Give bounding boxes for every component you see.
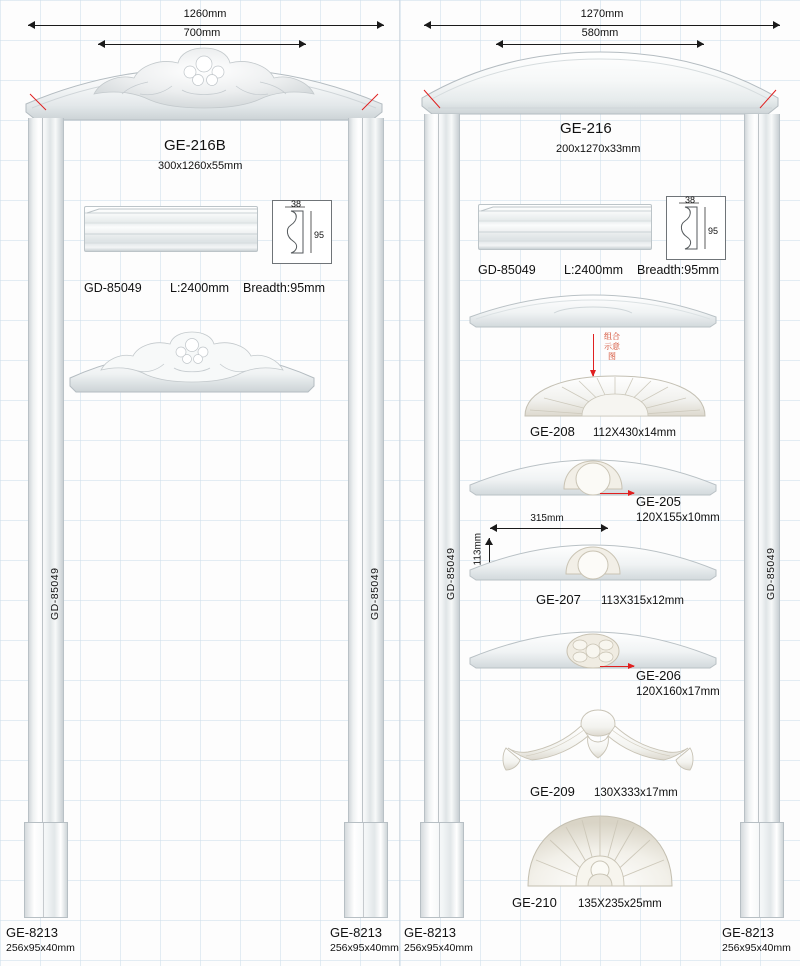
left-outer-dimension-line bbox=[28, 25, 384, 26]
right-door-column-left bbox=[424, 114, 460, 822]
part-ge206-assembly bbox=[468, 626, 718, 670]
right-inner-dimension-line bbox=[496, 44, 704, 45]
assembly-note-label: 组合示意图 bbox=[604, 332, 620, 361]
part-ge205-assembly bbox=[468, 455, 718, 497]
part-ge208-shape bbox=[522, 374, 708, 418]
left-column-left-label: GD-85049 bbox=[49, 567, 61, 620]
right-header-spec: 200x1270x33mm bbox=[556, 143, 641, 155]
right-column-right-label: GD-85049 bbox=[765, 547, 777, 600]
right-base-left-spec: 256x95x40mm bbox=[404, 942, 473, 954]
part-ge210-code: GE-210 bbox=[512, 895, 557, 910]
right-moulding-length: L:2400mm bbox=[564, 263, 624, 277]
left-door-column-right bbox=[348, 118, 384, 822]
left-moulding-code: GD-85049 bbox=[84, 281, 142, 295]
part-ge205-spec: 120X155x10mm bbox=[636, 512, 720, 524]
left-outer-dimension-label: 1260mm bbox=[183, 8, 227, 20]
ge207-width-label: 315mm bbox=[530, 513, 564, 524]
right-base-block-right bbox=[740, 822, 784, 918]
right-inner-dimension-label: 580mm bbox=[581, 27, 619, 39]
arrow-head bbox=[628, 490, 635, 496]
right-assembled-arch-plain bbox=[468, 293, 718, 329]
right-base-left-code: GE-8213 bbox=[404, 925, 457, 940]
left-pediment-sample bbox=[68, 330, 316, 396]
left-moulding-sample bbox=[84, 206, 258, 252]
ge207-width-dimension-line bbox=[490, 528, 608, 529]
part-ge209-shape bbox=[498, 708, 698, 776]
right-moulding-sample bbox=[478, 204, 652, 250]
left-base-right-spec: 256x95x40mm bbox=[330, 942, 399, 954]
left-base-left-spec: 256x95x40mm bbox=[6, 942, 75, 954]
panel-divider bbox=[399, 0, 400, 966]
part-ge209-code: GE-209 bbox=[530, 784, 575, 799]
dimension-arrow-left bbox=[490, 524, 497, 532]
dimension-arrow-left bbox=[424, 21, 431, 29]
ge207-height-label: 113mm bbox=[472, 532, 484, 566]
right-base-right-code: GE-8213 bbox=[722, 925, 775, 940]
assembly-arrow-line bbox=[593, 334, 594, 376]
dimension-arrow-left bbox=[496, 40, 503, 48]
dimension-arrow-right bbox=[697, 40, 704, 48]
right-outer-dimension-line bbox=[424, 25, 780, 26]
right-arch-corner-marks bbox=[418, 88, 782, 116]
part-ge206-code: GE-206 bbox=[636, 668, 681, 683]
left-inner-dimension-line bbox=[98, 44, 306, 45]
right-header-code: GE-216 bbox=[560, 120, 612, 137]
part-ge207-code: GE-207 bbox=[536, 592, 581, 607]
right-door-column-right bbox=[744, 114, 780, 822]
right-moulding-code: GD-85049 bbox=[478, 263, 536, 277]
left-inner-dimension-label: 700mm bbox=[183, 27, 221, 39]
left-column-right-label: GD-85049 bbox=[369, 567, 381, 620]
right-base-right-spec: 256x95x40mm bbox=[722, 942, 791, 954]
dimension-arrow-left bbox=[28, 21, 35, 29]
right-moulding-breadth: Breadth:95mm bbox=[637, 263, 719, 277]
left-base-block-right bbox=[344, 822, 388, 918]
part-ge210-shape bbox=[524, 812, 676, 890]
left-header-spec: 300x1260x55mm bbox=[158, 160, 243, 172]
left-arch-corner-marks bbox=[22, 92, 386, 120]
dimension-arrow-right bbox=[601, 524, 608, 532]
part-ge207-assembly bbox=[468, 540, 718, 582]
left-door-column-left bbox=[28, 118, 64, 822]
part-ge208-spec: 112X430x14mm bbox=[593, 427, 676, 439]
left-header-code: GE-216B bbox=[164, 137, 226, 154]
part-ge209-spec: 130X333x17mm bbox=[594, 787, 678, 799]
part-ge206-spec: 120X160x17mm bbox=[636, 686, 720, 698]
arrow-head bbox=[628, 663, 635, 669]
part-ge205-arrow bbox=[600, 493, 634, 494]
part-ge208-code: GE-208 bbox=[530, 424, 575, 439]
left-base-block-left bbox=[24, 822, 68, 918]
right-outer-dimension-label: 1270mm bbox=[580, 8, 624, 20]
right-base-block-left bbox=[420, 822, 464, 918]
part-ge207-spec: 113X315x12mm bbox=[601, 595, 684, 607]
left-base-left-code: GE-8213 bbox=[6, 925, 59, 940]
right-profile-height-label: 95 bbox=[708, 226, 719, 236]
dimension-arrow-right bbox=[377, 21, 384, 29]
left-moulding-breadth: Breadth:95mm bbox=[243, 281, 325, 295]
right-profile-width-label: 38 bbox=[685, 195, 696, 205]
left-base-right-code: GE-8213 bbox=[330, 925, 383, 940]
left-moulding-length: L:2400mm bbox=[170, 281, 230, 295]
part-ge205-code: GE-205 bbox=[636, 494, 681, 509]
dimension-arrow-right bbox=[773, 21, 780, 29]
part-ge210-spec: 135X235x25mm bbox=[578, 898, 662, 910]
left-profile-width-label: 38 bbox=[291, 199, 302, 209]
left-profile-height-label: 95 bbox=[314, 230, 325, 240]
right-column-left-label: GD-85049 bbox=[445, 547, 457, 600]
part-ge206-arrow bbox=[600, 666, 634, 667]
